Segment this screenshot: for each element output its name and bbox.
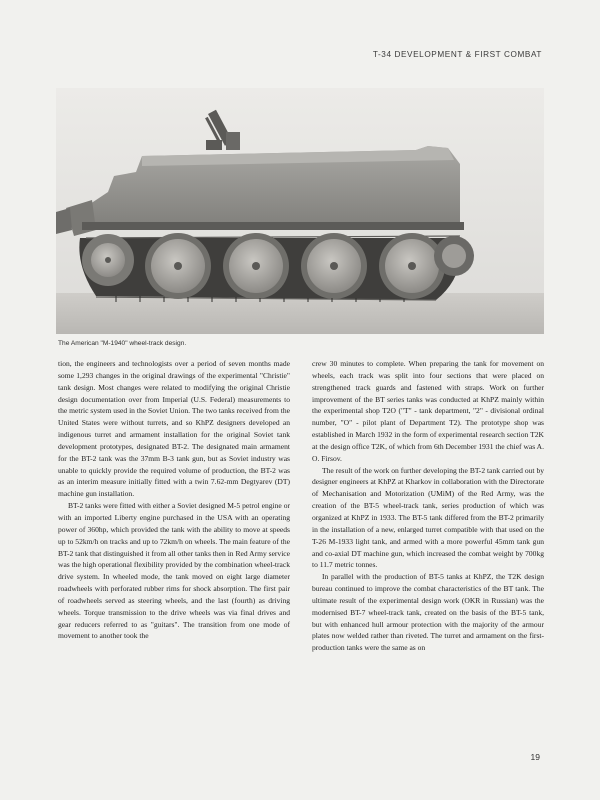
- figure-caption: The American "M-1940" wheel-track design.: [58, 340, 187, 347]
- paragraph: tion, the engineers and technologists over a period of seven months made some 1,293 changes in the original drawings of the experimental "Christie" tank design. Most changes were related to modifying the original Christie design documentation over from Imperial (U.S. Federal) measurements to the metric system used in the Soviet Union. The two tanks received from the United States were without turrets, and so KhPZ designers developed an indigenous turret and armament installation for the original Soviet tank development prototypes, designated BT-2. The designated main armament for the BT-2 tank was the 37mm B-3 tank gun, but as Soviet industry was unable to quickly provide the required volume of production, the BT-2 was as an interim measure initially fitted with a twin 7.62-mm Degtyarev (DT) machine gun installation.: [58, 359, 290, 499]
- tank-photograph: [56, 88, 544, 334]
- page-number: 19: [530, 752, 540, 762]
- text-column-right: [312, 358, 544, 654]
- paragraph: crew 30 minutes to complete. When preparing the tank for movement on wheels, each track was split into four sections that were placed on strengthened track guards and fastened with straps. Work on further improvement of the BT series tanks was conducted at KhPZ mainly within the experimental shop T2O ("T" - tank department, "2" - divisional ordinal number, "O" - pilot plant of Department T2). The prototype shop was established in March 1932 in the form of experimental research section T2K at the design office T2K, of which from 6th December 1931 the chief was A. O. Firsov.: [312, 359, 544, 463]
- paragraph: BT-2 tanks were fitted with either a Soviet designed M-5 petrol engine or with an imported Liberty engine purchased in the USA with an operating power of 360hp, which provided the tank with the ability to move at speeds up to 52km/h on tracks and up to 72km/h on wheels. The main feature of the BT-2 tank that distinguished it from all other tanks then in Red Army service was the high operational flexibility provided by the combination wheel-track drive system. In wheeled mode, the tank moved on eight large diameter roadwheels with perforated rubber rims for shock absorption. The first pair of roadwheels served as steering wheels, and the last (fourth) as driving wheels. Torque transmission to the drive wheels was via final drives and gear reducers referred to as "guitars". The transition from one mode of movement to another took the: [58, 501, 291, 641]
- paragraph: In parallel with the production of BT-5 tanks at KhPZ, the T2K design bureau continued to improve the combat characteristics of the BT tank. The ultimate result of the experimental design work (OKR in Russian) was the modernised BT-7 wheel-track tank, created on the basis of the BT-5 tank, but with enhanced hull armour protection with the majority of the armour plates now welded rather than riveted. The turret and armament on the first-production tanks were the same as on: [312, 572, 544, 653]
- text-column-left: [58, 358, 290, 642]
- paragraph: The result of the work on further developing the BT-2 tank carried out by designer engineers at KhPZ at Kharkov in collaboration with the Directorate of Mechanisation and Motorization (UMiM) of the Red Army, was the creation of the BT-5 wheel-track tank, series production of which was organized at KhPZ in 1933. The BT-5 tank differed from the BT-2 primarily in the installation of a new, enlarged turret compatible with that used on the T-26 M-1933 light tank, and armed with a more powerful 45mm tank gun and co-axial DT machine gun, which increased the combat weight by 700kg to 11.7 metric tonnes.: [312, 465, 544, 570]
- running-head: T-34 DEVELOPMENT & FIRST COMBAT: [372, 50, 542, 59]
